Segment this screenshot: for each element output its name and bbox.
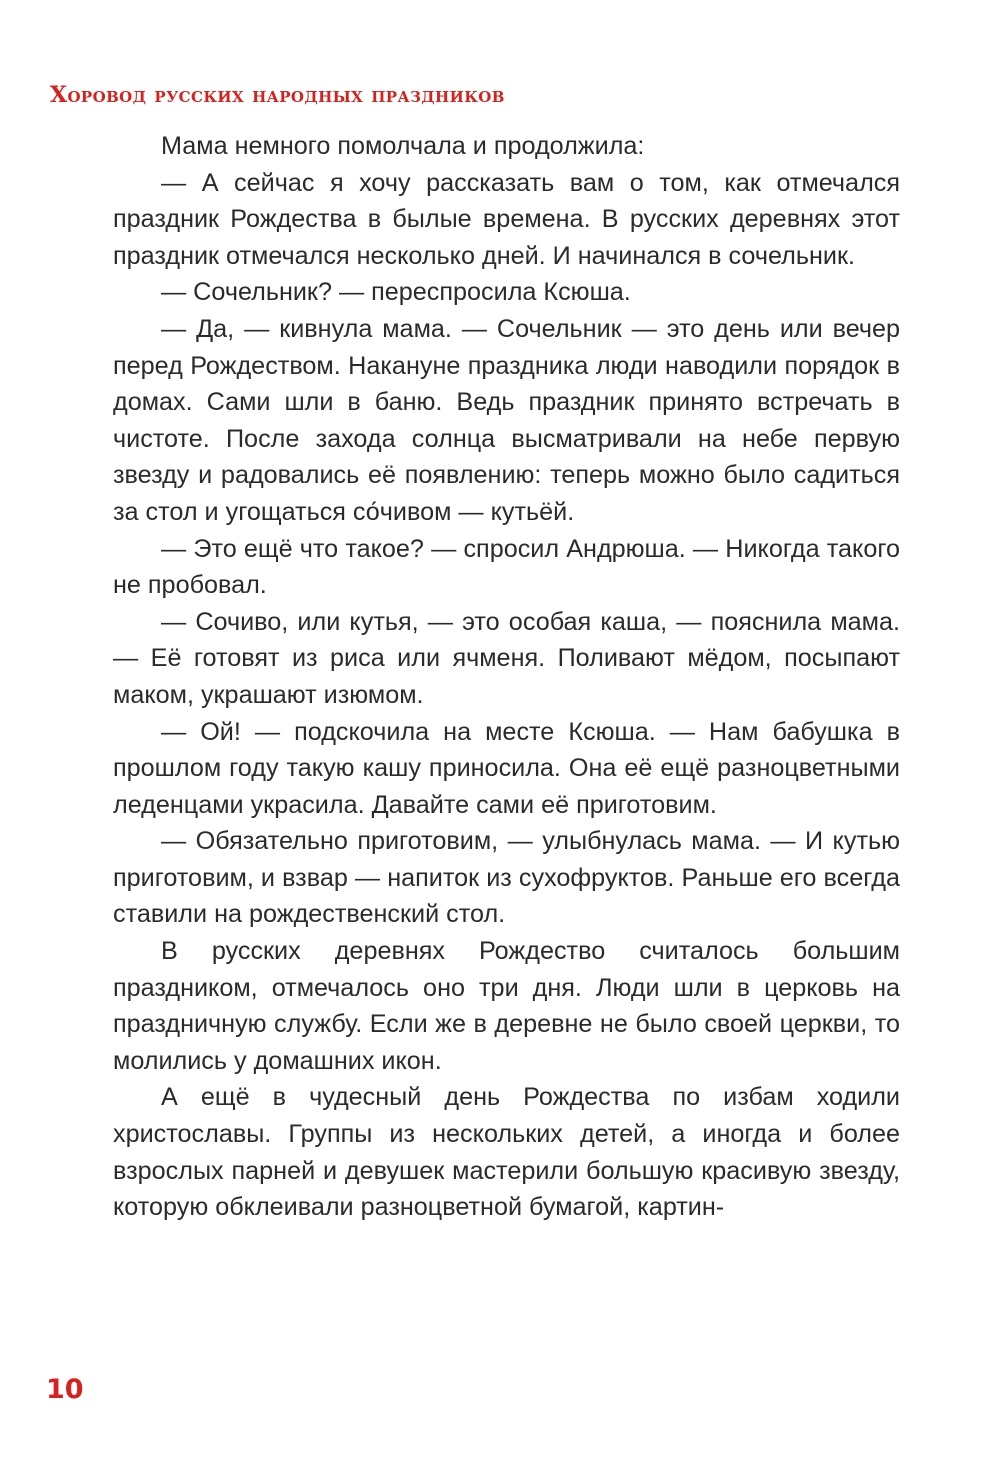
body-text (113, 128, 900, 1226)
paragraph: Мама немного помолчала и продолжила: (161, 132, 645, 160)
paragraph: — Сочиво, или кутья, — это особая каша, — пояснила мама. — Её готовят из риса или ячменя. Поливают мёдом, посыпают маком, украшают изюмом. (113, 607, 900, 709)
paragraph: — Ой! — подскочила на месте Ксюша. — Нам бабушка в прошлом году такую кашу приносила. Она её ещё разноцветными леденцами украсила. Давайте сами её приготовим. (113, 717, 900, 819)
paragraph: — Сочельник? — переспросила Ксюша. (161, 278, 631, 307)
paragraph: — Это ещё что такое? — спросил Андрюша. — Никогда такого не пробовал. (113, 534, 900, 600)
paragraph: — А сейчас я хочу рассказать вам о том, как отмечался праздник Рождества в былые времена. В русских деревнях этот праздник отмечался несколько дней. И начинался в сочельник. (113, 168, 900, 270)
paragraph: — Да, — кивнула мама. — Сочельник — это день или вечер перед Рождеством. Накануне праздника люди наводили порядок в домах. Сами шли в баню. Ведь праздник принято встречать в чистоте. После захода солнца высматривали на небе первую звезду и радовались её появлению: теперь можно было садиться за стол и угощаться со́чивом — кутьёй. (113, 314, 900, 526)
running-header: Хоровод русских народных праздников (50, 82, 505, 108)
paragraph: — Обязательно приготовим, — улыбнулась мама. — И кутью приготовим, и взвар — напиток из сухофруктов. Раньше его всегда ставили на рождественский стол. (113, 827, 900, 929)
page-number: 10 (46, 1374, 84, 1405)
paragraph: В русских деревнях Рождество считалось большим праздником, отмечалось оно три дня. Люди шли в церковь на праздничную службу. Если же в деревне не было своей церкви, то молились у домашних икон. (113, 937, 900, 1075)
paragraph: А ещё в чудесный день Рождества по избам ходили христославы. Группы из нескольких детей, а иногда и более взрослых парней и девушек мастерили большую красивую звезду, которую обклеивали разноцветной бумагой, картин- (113, 1083, 900, 1222)
